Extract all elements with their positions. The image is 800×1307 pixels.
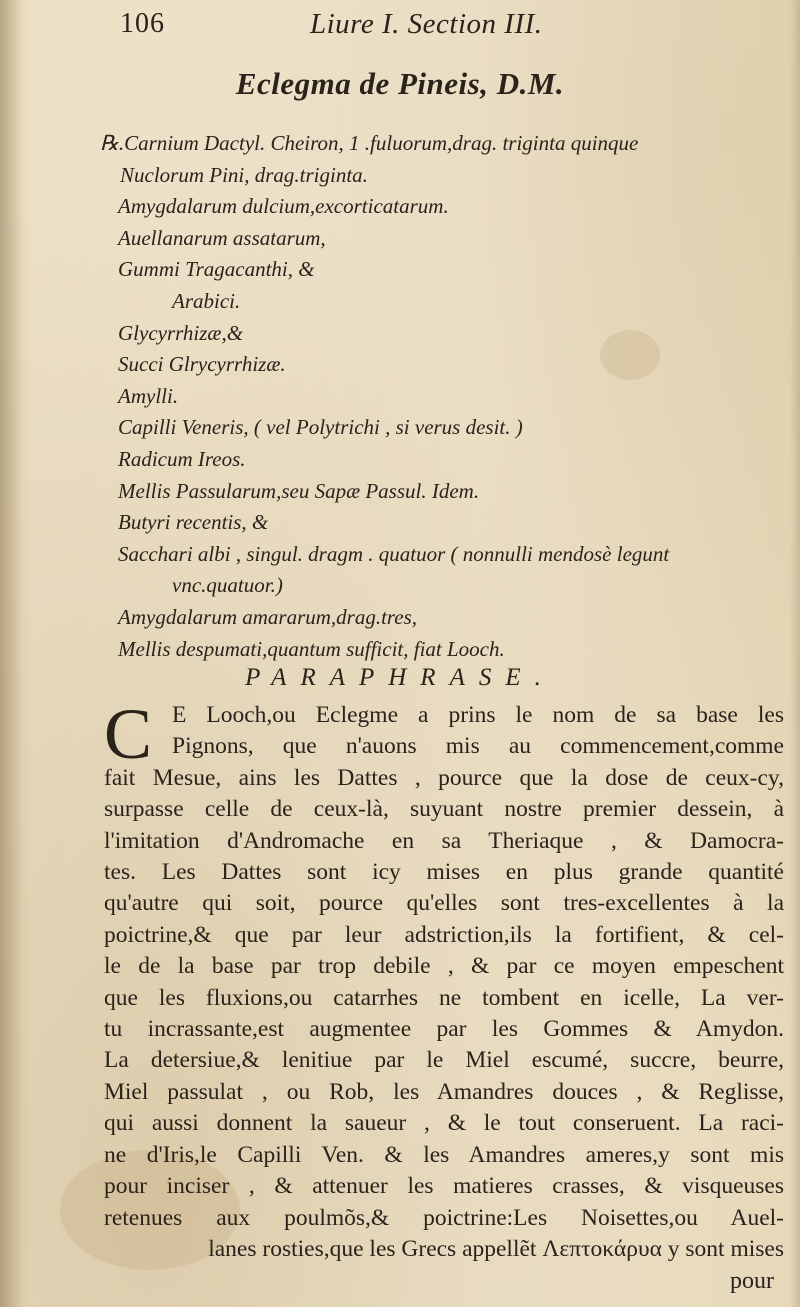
ingredient-line: Capilli Veneris, ( vel Polytrichi , si verus desit. ) (118, 415, 523, 440)
ingredient-line: vnc.quatuor.) (172, 573, 283, 598)
running-header (120, 8, 760, 44)
recipe-title: Eclegma de Pineis, D.M. (235, 66, 565, 101)
paragraph-line: le de la base par trop debile , & par ce moyen empeschent (104, 953, 784, 980)
paragraph-line: E Looch,ou Eclegme a prins le nom de sa base les (172, 702, 784, 728)
ingredient-line: Arabici. (172, 288, 241, 313)
ingredient-line: Nuclorum Pini, drag.triginta. (120, 162, 368, 187)
paragraph-line: Miel passulat , ou Rob, les Amandres douces , & Reglisse, (104, 1078, 784, 1105)
paragraph-line: ne d'Iris,le Capilli Ven. & les Amandres ameres,y sont mis (104, 1141, 784, 1168)
ingredient-line: ℞.Carnium Dactyl. Cheiron, 1 .fuluorum,drag. triginta quinque (100, 131, 639, 155)
paragraph-line: poictrine,& que par leur adstriction,ils la fortifient, & cel- (104, 921, 784, 948)
ingredient-line: Radicum Ireos. (118, 446, 246, 471)
ingredient-line: Auellanarum assatarum, (118, 225, 326, 250)
paragraph-line: tes. Les Dattes sont icy mises en plus grande quantité (104, 859, 784, 886)
ingredient-line: Sacchari albi , singul. dragm . quatuor ( nonnulli mendosè legunt (118, 541, 670, 566)
page-gutter (0, 0, 22, 1307)
paragraph-line: qu'autre qui soit, pource qu'elles sont tres-excellentes à la (104, 890, 784, 917)
paragraph-line: La detersiue,& lenitiue par le Miel escumé, succre, beurre, (104, 1047, 784, 1074)
page-number: 106 (120, 8, 165, 39)
paraphrase-heading: PARAPHRASE. (245, 664, 555, 691)
ingredient-line: Amylli. (118, 383, 179, 408)
paragraph-line: qui aussi donnent la saueur , & le tout conseruent. La raci- (104, 1110, 784, 1137)
ingredient-line: Amygdalarum amararum,drag.tres, (118, 604, 418, 629)
paraphrase-body (104, 694, 784, 1265)
paragraph-line: lanes rosties,que les Grecs appellẽt Λεπτοκάρυα y sont mises (208, 1235, 784, 1262)
page-edge (790, 0, 800, 1307)
ingredient-line: Succi Glrycyrrhizæ. (118, 352, 286, 377)
running-title: Liure I. Section III. (310, 8, 543, 40)
paragraph-line: pour inciser , & attenuer les matieres crasses, & visqueuses (104, 1173, 784, 1200)
ingredient-list (100, 128, 790, 665)
paragraph-line: retenues aux poulmõs,& poictrine:Les Noisettes,ou Auel- (104, 1204, 784, 1231)
paragraph-line: tu incrassante,est augmentee par les Gommes & Amydon. (104, 1016, 784, 1043)
paragraph-line: que les fluxions,ou catarrhes ne tombent en icelle, La ver- (104, 984, 784, 1011)
ingredient-line: Mellis Passularum,seu Sapæ Passul. Idem. (118, 478, 480, 503)
ingredient-line: Glycyrrhizæ,& (118, 320, 244, 345)
ingredient-line: Mellis despumati,quantum sufficit, fiat Looch. (118, 636, 505, 661)
paragraph-line: surpasse celle de ceux-là, suyuant nostre premier dessein, à (104, 796, 784, 823)
paragraph-line: fait Mesue, ains les Dattes , pource que la dose de ceux-cy, (104, 764, 784, 791)
ingredient-line: Amygdalarum dulcium,excorticatarum. (118, 194, 449, 219)
ingredient-line: Gummi Tragacanthi, & (118, 257, 315, 282)
drop-cap: C (104, 694, 153, 774)
catchword: pour (730, 1268, 774, 1294)
paragraph-line: Pignons, que n'auons mis au commencement,comme (172, 733, 784, 760)
paragraph-line: l'imitation d'Andromache en sa Theriaque , & Damocra- (104, 827, 784, 854)
ingredient-line: Butyri recentis, & (118, 510, 269, 535)
